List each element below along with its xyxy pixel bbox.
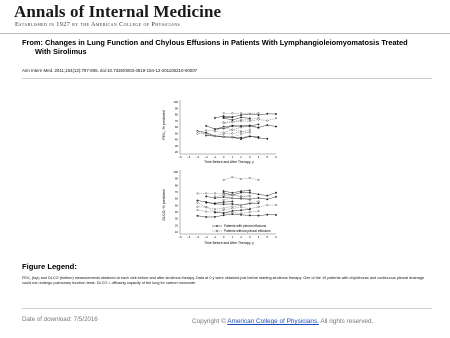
measurement-point: [249, 203, 251, 205]
figure-title-line-1: From: Changes in Lung Function and Chylous Effusions in Patients With Lymphangioleiomyomatosis Treated: [22, 38, 408, 47]
measurement-point: [240, 214, 242, 216]
figure-title-line-2: With Sirolimus: [35, 46, 87, 56]
patient-trajectory: [198, 193, 250, 197]
measurement-point: [223, 209, 225, 211]
footer-divider: [22, 308, 432, 309]
measurement-point: [232, 213, 234, 215]
measurement-point: [249, 113, 251, 115]
patient-trajectory: [198, 130, 250, 136]
y-tick-label: 60: [174, 125, 178, 129]
measurement-point: [232, 116, 234, 118]
patient-trajectory: [215, 124, 259, 129]
legend-filled-marker: [216, 225, 218, 227]
measurement-point: [214, 203, 216, 205]
measurement-point: [197, 133, 199, 135]
patient-trajectory: [215, 209, 250, 213]
measurement-point: [249, 195, 251, 197]
measurement-point: [232, 125, 234, 127]
patient-trajectory: [198, 214, 277, 217]
measurement-point: [214, 211, 216, 213]
measurement-point: [240, 114, 242, 116]
measurement-point: [223, 203, 225, 205]
y-tick-label: 40: [174, 137, 178, 142]
x-tick-label: 2: [240, 235, 242, 239]
measurement-point: [249, 208, 251, 210]
measurement-point: [223, 196, 225, 198]
measurement-point: [197, 206, 199, 208]
measurement-point: [223, 117, 225, 119]
measurement-point: [223, 212, 225, 214]
measurement-point: [240, 113, 242, 115]
y-tick-label: 100: [173, 170, 178, 174]
measurement-point: [249, 136, 251, 138]
measurement-point: [240, 204, 242, 206]
y-tick-label: 50: [174, 131, 178, 136]
measurement-point: [258, 201, 260, 203]
measurement-point: [267, 195, 269, 197]
measurement-point: [214, 135, 216, 137]
patient-trajectory: [224, 193, 276, 196]
figure-legend-heading: Figure Legend:: [22, 262, 77, 271]
measurement-point: [232, 197, 234, 199]
x-tick-label: −4: [187, 235, 191, 239]
measurement-point: [249, 209, 251, 211]
measurement-point: [258, 127, 260, 129]
x-tick-label: 4: [257, 235, 260, 239]
measurement-point: [205, 216, 207, 218]
dlco-patient-lines: [180, 170, 277, 234]
measurement-point: [205, 135, 207, 137]
measurement-point: [205, 193, 207, 195]
y-tick-label: 10: [174, 230, 178, 234]
citation: Ann Intern Med. 2011;154(12):797-805. doi:10.7326/0003-4819-154-12-201106210-00007: [22, 68, 198, 73]
x-tick-label: −1: [213, 155, 217, 159]
dlco-ylabel: DLCO, % predicted: [162, 189, 166, 221]
x-tick-label: −3: [195, 155, 200, 159]
patient-trajectory: [215, 195, 250, 196]
journal-title: Annals of Internal Medicine: [14, 2, 222, 21]
y-tick-label: 80: [174, 183, 178, 188]
dlco-panel: [162, 170, 277, 245]
y-tick-label: 90: [174, 106, 178, 111]
x-tick-label: −5: [178, 155, 182, 159]
measurement-point: [223, 195, 225, 197]
measurement-point: [275, 196, 277, 198]
patient-trajectory: [206, 136, 258, 140]
measurement-point: [249, 132, 251, 134]
x-tick-label: −2: [204, 235, 208, 239]
measurement-point: [205, 202, 207, 204]
measurement-point: [232, 133, 234, 135]
measurement-point: [258, 210, 260, 212]
x-tick-label: −1: [213, 235, 217, 239]
x-tick-label: 1: [231, 155, 234, 159]
measurement-point: [240, 198, 242, 200]
measurement-point: [275, 192, 277, 194]
measurement-point: [249, 129, 251, 131]
measurement-point: [249, 198, 251, 200]
measurement-point: [249, 199, 251, 201]
content-divider: [22, 78, 432, 79]
x-tick-label: 1: [231, 235, 234, 239]
measurement-point: [214, 197, 216, 199]
measurement-point: [223, 123, 225, 125]
measurement-point: [223, 192, 225, 194]
measurement-point: [214, 135, 216, 137]
measurement-point: [214, 129, 216, 131]
measurement-point: [205, 206, 207, 208]
measurement-point: [240, 190, 242, 192]
measurement-point: [240, 117, 242, 119]
patient-trajectory: [224, 117, 250, 120]
measurement-point: [249, 215, 251, 217]
measurement-point: [232, 206, 234, 208]
legend-item-no-effusions: Patients without pleural effusions: [224, 229, 271, 234]
x-tick-label: 0: [222, 235, 225, 239]
y-tick-label: 100: [173, 100, 178, 104]
dlco-legend: [212, 224, 271, 233]
measurement-point: [223, 128, 225, 130]
measurement-point: [258, 127, 260, 129]
y-tick-label: 40: [174, 210, 178, 214]
measurement-point: [214, 203, 216, 205]
measurement-point: [205, 132, 207, 134]
measurement-point: [223, 136, 225, 138]
measurement-point: [240, 125, 242, 127]
measurement-point: [214, 208, 216, 210]
measurement-point: [267, 204, 269, 206]
patient-trajectory: [224, 113, 259, 114]
measurement-point: [240, 196, 242, 198]
measurement-point: [205, 211, 207, 213]
measurement-point: [240, 119, 242, 121]
measurement-point: [205, 125, 207, 127]
measurement-point: [267, 214, 269, 216]
measurement-point: [249, 195, 251, 197]
fev1-patient-lines: [180, 100, 277, 154]
measurement-point: [223, 117, 225, 119]
measurement-point: [232, 176, 234, 178]
patient-trajectory: [224, 191, 250, 193]
patient-trajectory: [198, 203, 277, 212]
measurement-point: [240, 127, 242, 129]
measurement-point: [223, 122, 225, 124]
measurement-point: [249, 119, 251, 121]
x-tick-label: −2: [204, 155, 208, 159]
measurement-point: [267, 199, 269, 201]
measurement-point: [223, 214, 225, 216]
figure-title: [22, 39, 432, 57]
measurement-point: [258, 117, 260, 119]
measurement-point: [205, 196, 207, 198]
measurement-point: [258, 194, 260, 196]
measurement-point: [232, 113, 234, 115]
fev1-y-ticks: [173, 100, 178, 154]
measurement-point: [223, 199, 225, 201]
journal-subtitle: Established in 1927 by the American College of Physicians: [15, 21, 181, 28]
measurement-point: [197, 200, 199, 202]
measurement-point: [223, 133, 225, 135]
measurement-point: [223, 190, 225, 192]
measurement-point: [249, 136, 251, 138]
measurement-point: [240, 131, 242, 133]
fev1-ylabel: FEV₁, % predicted: [162, 110, 166, 140]
y-tick-label: 20: [174, 223, 178, 228]
measurement-point: [232, 136, 234, 138]
x-tick-label: 3: [249, 155, 251, 159]
measurement-point: [223, 112, 225, 114]
y-tick-label: 90: [174, 176, 178, 181]
measurement-point: [275, 118, 277, 120]
x-tick-label: −3: [195, 235, 200, 239]
measurement-point: [249, 211, 251, 213]
measurement-point: [232, 203, 234, 205]
measurement-point: [197, 209, 199, 211]
measurement-point: [214, 131, 216, 133]
measurement-point: [240, 138, 242, 140]
measurement-point: [214, 117, 216, 119]
measurement-point: [249, 126, 251, 128]
measurement-point: [258, 197, 260, 199]
legend-item-effusions: Patients with pleural effusions: [224, 224, 267, 229]
x-tick-label: 0: [222, 155, 225, 159]
measurement-point: [232, 192, 234, 194]
patient-trajectory: [224, 177, 259, 180]
patient-trajectory: [198, 201, 259, 209]
measurement-point: [240, 133, 242, 135]
y-tick-label: 30: [174, 143, 178, 148]
measurement-point: [249, 125, 251, 127]
measurement-point: [223, 136, 225, 138]
measurement-point: [223, 126, 225, 128]
patient-trajectory: [206, 196, 276, 199]
x-tick-label: 5: [266, 155, 269, 159]
header-divider: [0, 33, 450, 34]
patient-trajectory: [224, 118, 276, 122]
measurement-point: [240, 125, 242, 127]
measurement-point: [232, 121, 234, 123]
x-tick-label: 3: [249, 235, 251, 239]
measurement-point: [240, 198, 242, 200]
copyright-suffix: All rights reserved.: [320, 318, 374, 325]
x-tick-label: 6: [275, 235, 277, 239]
measurement-point: [205, 201, 207, 203]
x-tick-label: 4: [257, 155, 260, 159]
x-tick-label: 6: [275, 155, 277, 159]
y-tick-label: 70: [174, 118, 178, 123]
y-tick-label: 70: [174, 190, 178, 194]
measurement-point: [232, 208, 234, 210]
copyright: [192, 318, 373, 325]
measurement-point: [267, 120, 269, 122]
x-tick-label: −4: [187, 155, 191, 159]
patient-trajectory: [215, 126, 259, 132]
measurement-point: [232, 121, 234, 123]
measurement-point: [214, 135, 216, 137]
measurement-point: [214, 135, 216, 137]
measurement-point: [249, 131, 251, 133]
measurement-point: [232, 129, 234, 131]
measurement-point: [205, 134, 207, 136]
measurement-point: [232, 198, 234, 200]
measurement-point: [240, 137, 242, 139]
download-date-value: 7/5/2016: [73, 316, 98, 323]
measurement-point: [275, 214, 277, 216]
measurement-point: [205, 133, 207, 135]
measurement-point: [258, 114, 260, 116]
x-tick-label: 2: [240, 155, 242, 159]
measurement-point: [223, 132, 225, 134]
dlco-y-ticks: [173, 170, 178, 234]
patient-trajectory: [206, 128, 250, 133]
measurement-point: [258, 124, 260, 126]
measurement-point: [249, 192, 251, 194]
measurement-point: [205, 130, 207, 132]
measurement-point: [223, 179, 225, 181]
measurement-point: [240, 192, 242, 194]
measurement-point: [197, 131, 199, 133]
measurement-point: [258, 215, 260, 217]
patient-trajectory: [198, 210, 259, 214]
measurement-point: [232, 212, 234, 214]
download-date-label: Date of download:: [22, 316, 72, 323]
measurement-point: [232, 117, 234, 119]
measurement-point: [197, 202, 199, 204]
measurement-point: [240, 178, 242, 180]
measurement-point: [232, 194, 234, 196]
y-tick-label: 20: [174, 150, 178, 154]
measurement-point: [267, 113, 269, 115]
measurement-point: [205, 206, 207, 208]
fev1-x-ticks: [178, 155, 277, 159]
measurement-point: [240, 120, 242, 122]
measurement-point: [232, 210, 234, 212]
measurement-point: [223, 136, 225, 138]
patient-trajectory: [206, 125, 276, 129]
measurement-point: [214, 216, 216, 218]
x-tick-label: 5: [266, 235, 269, 239]
measurement-point: [249, 120, 251, 122]
fev1-xlabel: Time Before and After Therapy, y: [204, 160, 254, 164]
publisher-link[interactable]: American College of Physicians.: [227, 318, 319, 325]
measurement-point: [249, 125, 251, 127]
measurement-point: [249, 190, 251, 192]
measurement-point: [223, 127, 225, 129]
dlco-x-ticks: [178, 235, 277, 239]
measurement-point: [240, 206, 242, 208]
measurement-point: [258, 119, 260, 121]
journal-header: [0, 0, 450, 34]
measurement-point: [214, 212, 216, 214]
measurement-point: [240, 209, 242, 211]
measurement-point: [258, 179, 260, 181]
measurement-point: [240, 131, 242, 133]
patient-trajectory: [206, 202, 232, 204]
measurement-point: [258, 112, 260, 114]
measurement-point: [240, 213, 242, 215]
measurement-point: [214, 193, 216, 195]
patient-trajectory: [224, 118, 259, 124]
measurement-point: [267, 138, 269, 140]
measurement-point: [258, 206, 260, 208]
measurement-point: [223, 212, 225, 214]
copyright-prefix: Copyright ©: [192, 318, 226, 325]
y-tick-label: 60: [174, 196, 178, 201]
dlco-xlabel: Time Before and After Therapy, y: [204, 241, 254, 245]
measurement-point: [249, 177, 251, 179]
legend-open-marker: [216, 230, 218, 232]
y-tick-label: 80: [174, 112, 178, 117]
measurement-point: [232, 137, 234, 139]
measurement-point: [249, 202, 251, 204]
patient-trajectory: [198, 201, 259, 206]
measurement-point: [223, 207, 225, 209]
measurement-point: [223, 193, 225, 195]
measurement-point: [258, 202, 260, 204]
measurement-point: [232, 195, 234, 197]
patient-trajectory: [224, 198, 250, 200]
measurement-point: [232, 125, 234, 127]
measurement-point: [240, 195, 242, 197]
measurement-point: [197, 130, 199, 132]
measurement-point: [275, 204, 277, 206]
measurement-point: [223, 115, 225, 117]
figure-legend-text: FEV₁ (top) and DLCO (bottom) measurements obtained at each visit before and after sirolimus therapy. Data at 0 y were obtained just before starting sirolimus therapy. One of the 19 patients with chylothorax and continuous pleural drainage could not undergo pulmonary function tests. DLCO = diffusing capacity of the lung for carbon monoxide.: [22, 276, 424, 285]
measurement-point: [232, 136, 234, 138]
measurement-point: [249, 118, 251, 120]
measurement-point: [258, 137, 260, 139]
y-tick-label: 30: [174, 216, 178, 221]
measurement-point: [214, 128, 216, 130]
measurement-point: [232, 201, 234, 203]
measurement-point: [197, 215, 199, 217]
patient-trajectory: [198, 132, 250, 137]
measurement-point: [232, 129, 234, 131]
measurement-point: [275, 126, 277, 128]
fev1-panel: [162, 100, 277, 164]
measurement-point: [214, 196, 216, 198]
patient-trajectory: [198, 131, 268, 139]
measurement-point: [232, 194, 234, 196]
measurement-point: [249, 113, 251, 115]
x-tick-label: −5: [178, 235, 182, 239]
measurement-point: [267, 124, 269, 126]
measurement-point: [275, 113, 277, 115]
y-tick-label: 50: [174, 203, 178, 208]
measurement-point: [197, 193, 199, 195]
measurement-point: [214, 129, 216, 131]
patient-trajectory: [215, 114, 276, 118]
measurement-point: [258, 136, 260, 138]
measurement-point: [223, 201, 225, 203]
measurement-point: [232, 119, 234, 121]
download-date: [22, 316, 98, 323]
measurement-point: [240, 204, 242, 206]
measurement-point: [214, 211, 216, 213]
